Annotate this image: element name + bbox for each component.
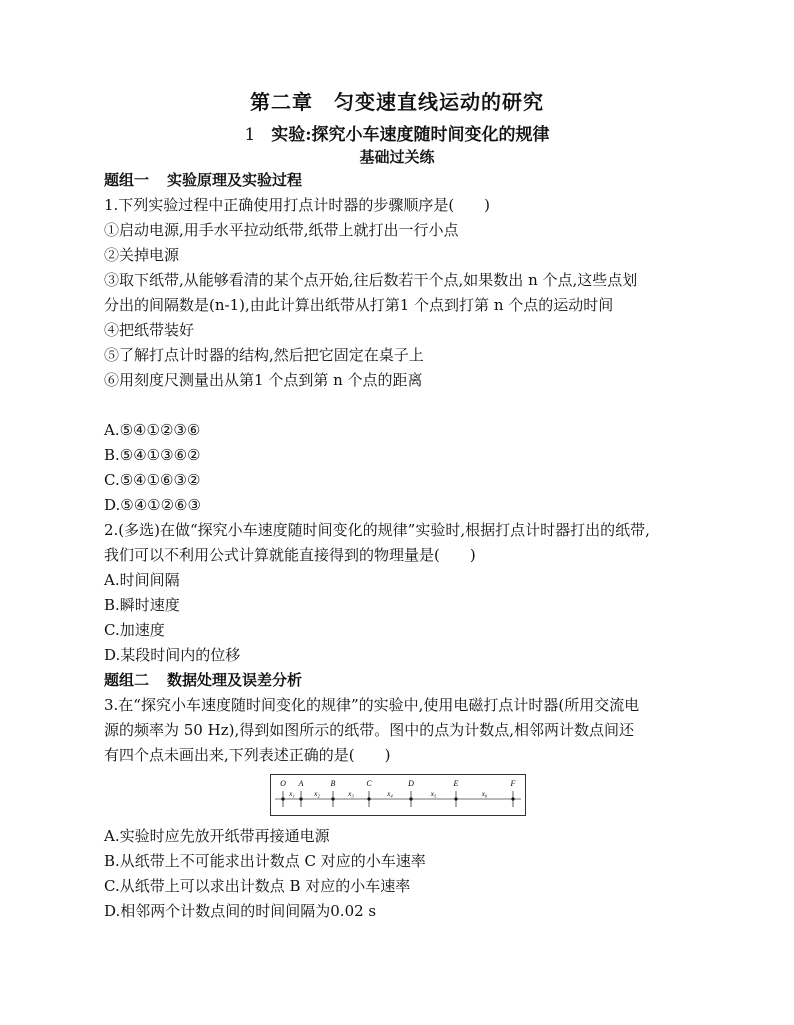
counting-point-dot <box>331 797 334 800</box>
q3-option-d: D.相邻两个计数点间的时间间隔为0.02 s <box>104 902 377 920</box>
counting-point-label: E <box>453 779 459 788</box>
q3-option-a: A.实验时应先放开纸带再接通电源 <box>104 827 330 845</box>
group-name: 数据处理及误差分析 <box>167 671 303 689</box>
group-heading-2 <box>104 668 704 693</box>
q3-option-c: C.从纸带上可以求出计数点 B 对应的小车速率 <box>104 877 411 895</box>
q1-step: ①启动电源,用手水平拉动纸带,纸带上就打出一行小点 <box>104 221 459 239</box>
q2-option-b: B.瞬时速度 <box>104 596 180 614</box>
paper-tape <box>270 774 526 816</box>
q1-option-b: B.⑤④①③⑥② <box>104 446 201 464</box>
group-label: 题组一 <box>104 171 150 189</box>
counting-point-label: A <box>298 779 304 788</box>
question-content <box>104 168 704 924</box>
segment-label: x₁ <box>289 790 295 798</box>
segment-label: x₂ <box>314 790 320 798</box>
q1-option-c: C.⑤④①⑥③② <box>104 471 201 489</box>
q1-step: ⑥用刻度尺测量出从第1 个点到第 n 个点的距离 <box>104 371 423 389</box>
q2-option-d: D.某段时间内的位移 <box>104 646 241 664</box>
counting-point-dot <box>281 797 284 800</box>
question-3-stem: 有四个点未画出来,下列表述正确的是( ) <box>104 746 391 764</box>
q2-option-a: A.时间间隔 <box>104 571 180 589</box>
counting-point-label: C <box>366 779 372 788</box>
question-2-stem: 2.(多选)在做“探究小车速度随时间变化的规律”实验时,根据打点计时器打出的纸带, <box>104 521 650 539</box>
counting-point-dot <box>367 797 370 800</box>
counting-point-dot <box>454 797 457 800</box>
counting-point-label: O <box>280 779 286 788</box>
section-number: 1 <box>244 125 256 145</box>
paper-tape-diagram <box>271 775 525 815</box>
q1-step: ③取下纸带,从能够看清的某个点开始,往后数若干个点,如果数出 n 个点,这些点划 <box>104 271 638 289</box>
counting-point-dot <box>511 797 514 800</box>
group-name: 实验原理及实验过程 <box>167 171 303 189</box>
q1-option-d: D.⑤④①②⑥③ <box>104 496 201 514</box>
q2-option-c: C.加速度 <box>104 621 165 639</box>
q1-step: ②关掉电源 <box>104 246 180 264</box>
spacer <box>104 393 704 418</box>
q3-option-b: B.从纸带上不可能求出计数点 C 对应的小车速率 <box>104 852 426 870</box>
segment-label: x₃ <box>348 790 354 798</box>
counting-point-label: B <box>330 779 336 788</box>
segment-label: x₆ <box>481 790 488 798</box>
question-3-stem: 源的频率为 50 Hz),得到如图所示的纸带。图中的点为计数点,相邻两计数点间还 <box>104 721 634 739</box>
question-3-stem: 3.在“探究小车速度随时间变化的规律”的实验中,使用电磁打点计时器(所用交流电 <box>104 696 640 714</box>
section-title <box>0 120 794 145</box>
q1-step: 分出的间隔数是(n-1),由此计算出纸带从打第1 个点到打第 n 个点的运动时间 <box>104 296 614 314</box>
chapter-title: 第二章 匀变速直线运动的研究 <box>250 90 544 114</box>
q1-step: ④把纸带装好 <box>104 321 195 339</box>
counting-point-dot <box>299 797 302 800</box>
paper-tape-figure <box>104 768 704 824</box>
counting-point-label: F <box>510 779 516 788</box>
segment-label: x₄ <box>387 790 393 798</box>
question-1-stem: 1.下列实验过程中正确使用打点计时器的步骤顺序是( ) <box>104 196 491 214</box>
q1-step: ⑤了解打点计时器的结构,然后把它固定在桌子上 <box>104 346 424 364</box>
section-title-text: 实验:探究小车速度随时间变化的规律 <box>271 125 550 145</box>
sub-title: 基础过关练 <box>359 148 435 166</box>
group-heading-1 <box>104 168 704 193</box>
counting-point-dot <box>409 797 412 800</box>
counting-point-label: D <box>408 779 414 788</box>
group-label: 题组二 <box>104 671 150 689</box>
q1-option-a: A.⑤④①②③⑥ <box>104 421 201 439</box>
question-2-stem: 我们可以不利用公式计算就能直接得到的物理量是( ) <box>104 546 476 564</box>
segment-label: x₅ <box>430 790 437 798</box>
